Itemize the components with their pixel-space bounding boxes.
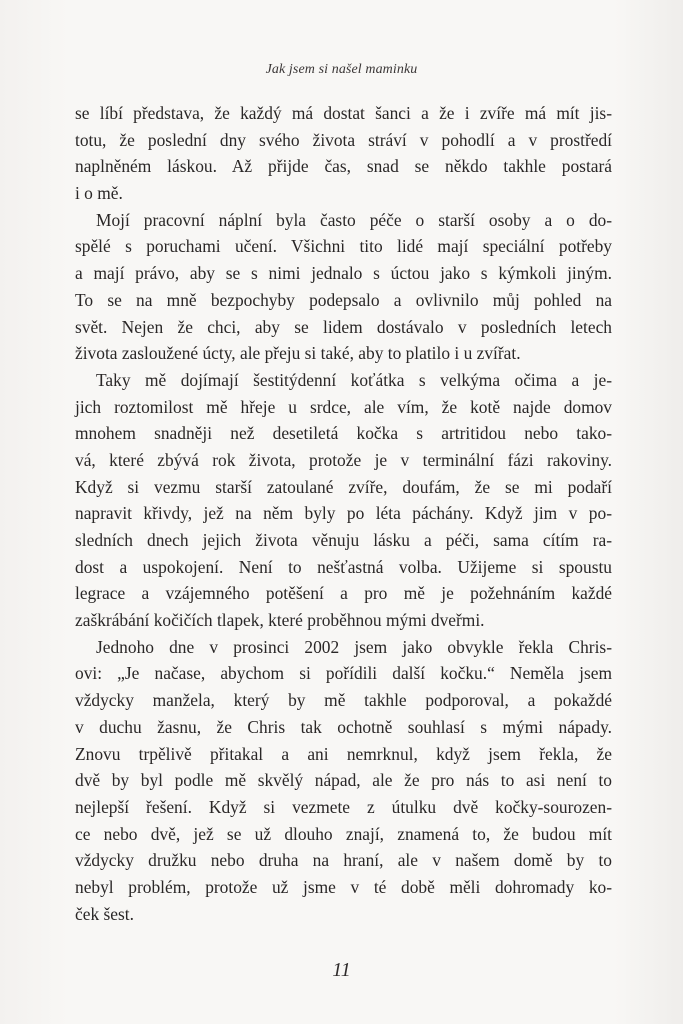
text-line: i o mě. <box>75 183 123 204</box>
text-line: To se na mně bezpochyby podepsalo a ovlivnilo můj pohled na <box>75 289 612 310</box>
text-line: Mojí pracovní náplní byla často péče o starší osoby a o do- <box>96 209 612 230</box>
text-line: zaškrábání kočičích tlapek, které proběhnou mými dveřmi. <box>75 610 485 631</box>
text-line: vždycky manžela, který by mě takhle podporoval, a pokaždé <box>75 690 612 711</box>
text-line: a mají právo, aby se s nimi jednalo s úctou jako s kýmkoli jiným. <box>75 263 612 284</box>
text-line: dvě by byl podle mě skvělý nápad, ale že pro nás to asi není to <box>75 770 612 791</box>
text-line: nebyl problém, protože už jsme v té době měli dohromady ko- <box>75 876 612 897</box>
text-line: napravit křivdy, jež na něm byly po léta páchány. Když jim v po- <box>75 503 612 524</box>
text-line: mnohem snadněji než desetiletá kočka s artritidou nebo tako- <box>75 423 612 444</box>
text-line: svět. Nejen že chci, aby se lidem dostávalo v posledních letech <box>75 316 612 337</box>
running-head: Jak jsem si našel maminku <box>265 62 418 77</box>
text-line: ovi: „Je načase, abychom si pořídili další kočku.“ Neměla jsem <box>75 663 612 684</box>
text-line: naplněném láskou. Až přijde čas, snad se někdo takhle postará <box>75 156 612 177</box>
text-line: vá, které zbývá rok života, protože je v terminální fázi rakoviny. <box>75 449 612 470</box>
text-line: Jednoho dne v prosinci 2002 jsem jako obvykle řekla Chris- <box>96 636 612 657</box>
body-text <box>75 100 612 927</box>
paragraph-2 <box>75 207 612 367</box>
text-line: jich roztomilost mě hřeje u srdce, ale vím, že kotě najde domov <box>75 396 612 417</box>
text-line: legrace a vzájemného potěšení a pro mě je požehnáním každé <box>75 583 612 604</box>
text-line: sledních dnech jejich života věnuju lásku a péči, sama cítím ra- <box>75 530 612 550</box>
text-line: Znovu trpělivě přitakal a ani nemrknul, když jsem řekla, že <box>75 743 612 764</box>
text-line: ce nebo dvě, jež se už dlouho znají, znamená to, že budou mít <box>75 823 612 844</box>
text-line: se líbí představa, že každý má dostat šanci a že i zvíře má mít jis- <box>75 103 612 123</box>
text-line: nejlepší řešení. Když si vezmete z útulku dvě kočky-sourozen- <box>75 796 612 817</box>
text-line: vždycky družku nebo druha na hraní, ale v našem domě by to <box>75 850 612 871</box>
text-line: spělé s poruchami učení. Všichni tito lidé mají speciální potřeby <box>75 236 612 257</box>
text-line: života zasloužené úcty, ale přeju si také, aby to platilo i u zvířat. <box>75 343 521 364</box>
text-line: v duchu žasnu, že Chris tak ochotně souhlasí s mými nápady. <box>75 716 612 737</box>
text-line: totu, že poslední dny svého života stráví v pohodlí a v prostředí <box>75 129 612 150</box>
paragraph-4 <box>75 634 612 928</box>
text-line: Když si vezmu starší zatoulané zvíře, doufám, že se mi podaří <box>75 476 612 497</box>
page-number: 11 <box>332 959 351 981</box>
paragraph-3 <box>75 367 612 634</box>
text-line: dost a uspokojení. Není to nešťastná volba. Užijeme si spoustu <box>75 556 612 577</box>
paragraph-1 <box>75 100 612 207</box>
text-line: Taky mě dojímají šestitýdenní koťátka s velkýma očima a je- <box>96 369 612 390</box>
text-line: ček šest. <box>75 903 134 924</box>
